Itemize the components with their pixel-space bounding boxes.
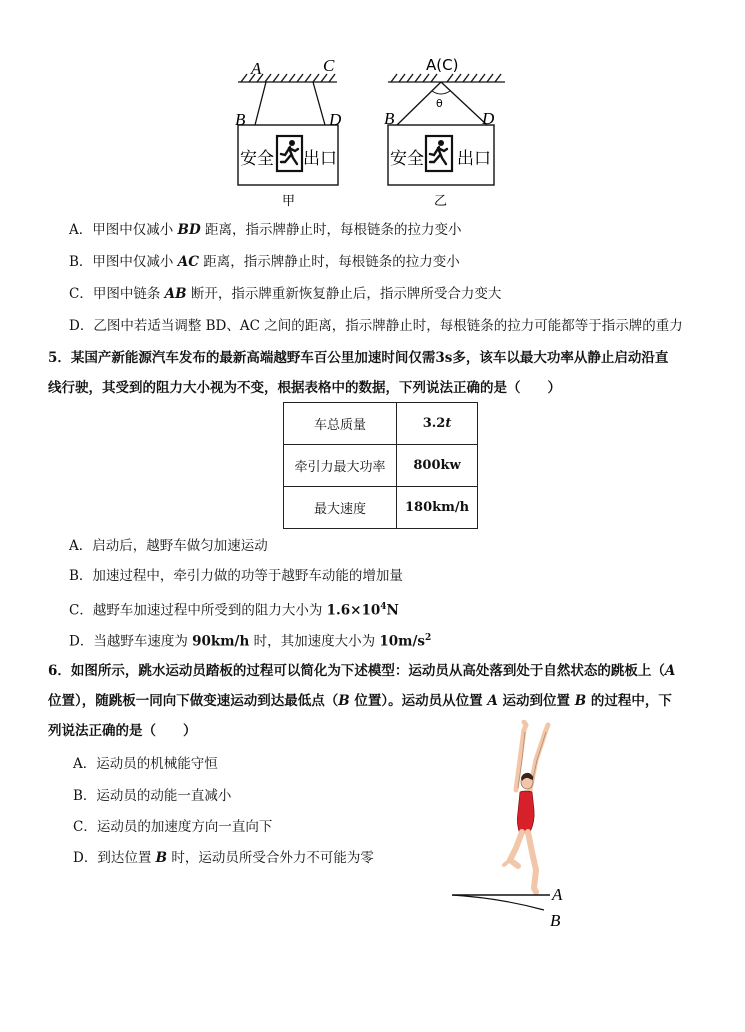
diver-label-b: B (550, 911, 561, 930)
yi-label-top: A(C) (426, 56, 459, 74)
table-row (284, 403, 478, 445)
diver-legs (510, 832, 536, 892)
q6-stem-line2: 位置），随跳板一同向下做变速运动到达最低点（B 位置）。运动员从位置 A 运动到位置 B 的过程中，下 (48, 693, 672, 709)
yi-label-d: D (482, 109, 495, 128)
q4-option-a: A．甲图中仅减小 BD 距离，指示牌静止时，每根链条的拉力变小 (69, 222, 462, 238)
q5-option-b: B．加速过程中，牵引力做的功等于越野车动能的增加量 (69, 568, 403, 584)
yi-sign-left-text: 安全 (390, 149, 424, 169)
jia-label-b: B (235, 110, 246, 129)
q4-option-c: C．甲图中链条 AB 断开，指示牌重新恢复静止后，指示牌所受合力变大 (69, 286, 502, 302)
yi-caption: 乙 (434, 194, 448, 209)
yi-chain-ab (397, 82, 441, 125)
jia-label-d: D (329, 110, 342, 129)
q4-option-b: B．甲图中仅减小 AC 距离，指示牌静止时，每根链条的拉力变小 (69, 254, 460, 270)
q5-option-c: C．越野车加速过程中所受到的阻力大小为 $1.6\times 10^4N$ (69, 602, 399, 619)
q6-option-b: B．运动员的动能一直减小 (73, 788, 232, 804)
diver-label-a: A (552, 885, 563, 904)
q5-stem-line1: 5．某国产新能源汽车发布的最新高端越野车百公里加速时间仅需3s多，该车以最大功率从静止启动沿直 (48, 350, 669, 366)
q4-option-d: D．乙图中若适当调整 BD、AC 之间的距离，指示牌静止时，每根链条的拉力可能都等于指示牌的重力 (69, 318, 683, 334)
q6-stem-line3: 列说法正确的是（ ） (48, 723, 197, 739)
yi-chain-cd (441, 82, 487, 125)
yi-theta-arc (432, 91, 450, 94)
yi-ceiling (388, 74, 505, 82)
sign-figures (225, 50, 515, 210)
table-value: 800kw (397, 445, 478, 487)
jia-exit-icon (277, 136, 302, 171)
table-row (284, 487, 478, 529)
jia-chain-cd (313, 82, 325, 125)
diver-swimsuit (517, 791, 534, 834)
table-value: 3.2t (397, 403, 478, 445)
jia-sign-right-text: 出口 (303, 149, 337, 169)
q6-option-c: C．运动员的加速度方向一直向下 (73, 819, 273, 835)
q5-option-d: D．当越野车速度为 90km/h 时，其加速度大小为 $10m/s^2$ (69, 633, 432, 650)
table-key: 车总质量 (284, 403, 397, 445)
q5-option-a: A．启动后，越野车做匀加速运动 (69, 538, 268, 554)
q6-stem-line1: 6．如图所示，跳水运动员踏板的过程可以简化为下述模型：运动员从高处落到处于自然状态的跳板上（A (48, 663, 676, 679)
jia-caption: 甲 (282, 194, 296, 209)
yi-label-theta: θ (436, 97, 443, 110)
jia-label-a: A (251, 59, 262, 78)
yi-exit-icon (426, 136, 452, 171)
table-row (284, 445, 478, 487)
jia-chain-ab (255, 82, 266, 125)
q5-spec-table (283, 402, 478, 529)
q6-option-a: A．运动员的机械能守恒 (73, 756, 218, 772)
diver-figure (440, 720, 580, 935)
table-value: 180km/h (397, 487, 478, 529)
q5-stem-line2: 线行驶，其受到的阻力大小视为不变，根据表格中的数据，下列说法正确的是（ ） (48, 380, 561, 396)
q6-option-d: D．到达位置 B 时，运动员所受合外力不可能为零 (73, 850, 374, 866)
yi-label-b: B (384, 109, 395, 128)
springboard-bent (452, 895, 544, 910)
table-key: 最大速度 (284, 487, 397, 529)
jia-sign-left-text: 安全 (240, 149, 274, 169)
jia-label-c: C (323, 56, 335, 75)
yi-sign-right-text: 出口 (457, 149, 491, 169)
table-key: 牵引力最大功率 (284, 445, 397, 487)
